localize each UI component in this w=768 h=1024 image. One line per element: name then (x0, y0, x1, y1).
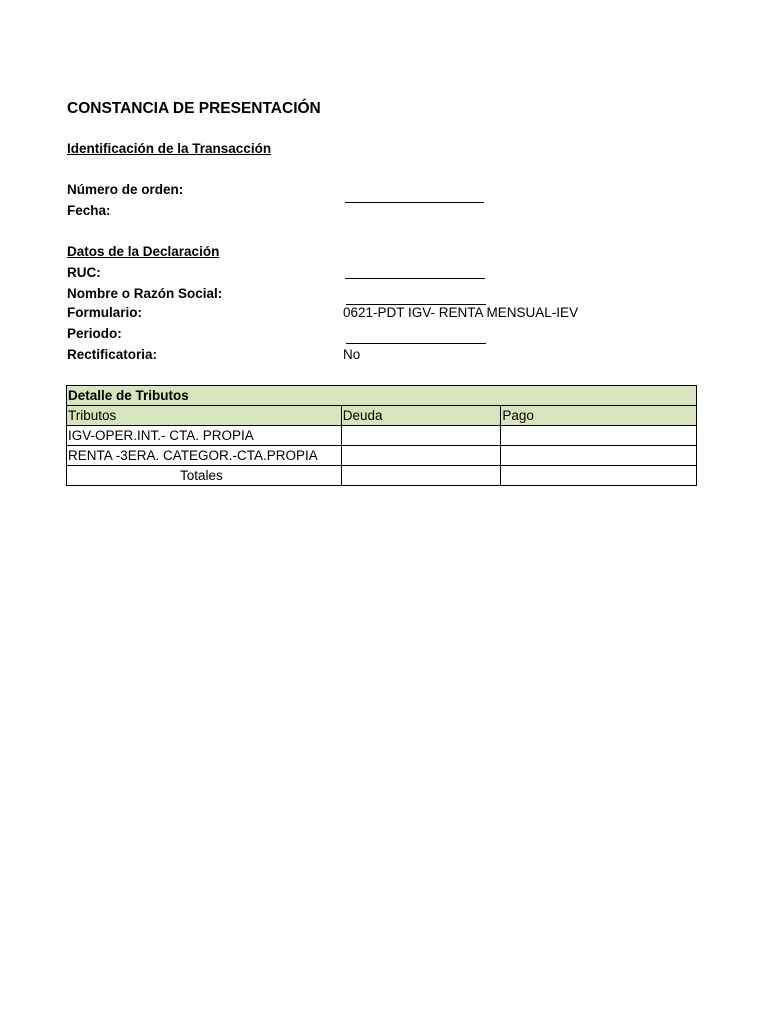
fecha-label: Fecha: (67, 203, 111, 218)
numero-orden-label: Número de orden: (67, 182, 184, 197)
declaration-section-heading: Datos de la Declaración (67, 244, 220, 259)
table-header-row (67, 406, 697, 426)
deuda-cell (341, 446, 501, 466)
table-title: Detalle de Tributos (67, 386, 697, 406)
column-header-pago: Pago (501, 406, 697, 426)
periodo-label: Periodo: (67, 326, 122, 341)
deuda-cell (341, 426, 501, 446)
periodo-line (346, 343, 486, 344)
pago-cell (501, 446, 697, 466)
tributos-table (66, 385, 697, 486)
ruc-line (345, 278, 485, 279)
page-title: CONSTANCIA DE PRESENTACIÓN (67, 100, 321, 117)
numero-orden-line (345, 202, 484, 203)
tributo-cell: RENTA -3ERA. CATEGOR.-CTA.PROPIA (67, 446, 342, 466)
totals-deuda-cell (341, 466, 501, 486)
table-title-row (67, 386, 697, 406)
tributo-cell: IGV-OPER.INT.- CTA. PROPIA (67, 426, 342, 446)
transaction-section-heading: Identificación de la Transacción (67, 141, 272, 156)
ruc-label: RUC: (67, 265, 101, 280)
column-header-deuda: Deuda (341, 406, 501, 426)
column-header-tributos: Tributos (67, 406, 342, 426)
totals-pago-cell (501, 466, 697, 486)
table-row (67, 426, 697, 446)
formulario-label: Formulario: (67, 305, 143, 320)
formulario-value: 0621-PDT IGV- RENTA MENSUAL-IEV (343, 305, 579, 320)
totals-label: Totales (67, 466, 342, 486)
totals-row (67, 466, 697, 486)
rectificatoria-value: No (343, 347, 361, 362)
razon-social-label: Nombre o Razón Social: (67, 286, 223, 301)
pago-cell (501, 426, 697, 446)
rectificatoria-label: Rectificatoria: (67, 347, 158, 362)
table-row (67, 446, 697, 466)
